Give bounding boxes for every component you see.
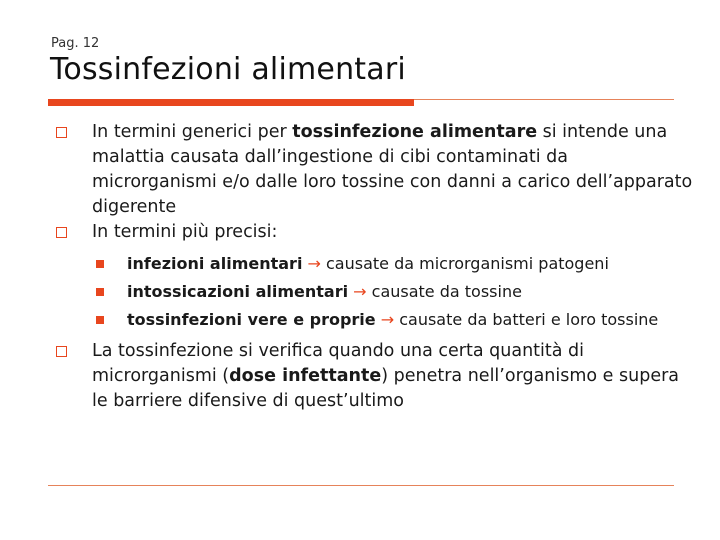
sub-bullet-tossinfezioni xyxy=(54,309,694,331)
page-number: Pag. 12 xyxy=(51,36,100,51)
filled-square-bullet-icon xyxy=(96,288,104,296)
slide-content xyxy=(54,120,694,414)
hollow-square-bullet-icon xyxy=(56,346,67,357)
bullet-text-bold: tossinfezione alimentare xyxy=(292,122,538,142)
hollow-square-bullet-icon xyxy=(56,127,67,138)
filled-square-bullet-icon xyxy=(96,260,104,268)
sub-bullet-term: infezioni alimentari xyxy=(127,254,303,273)
arrow-right-icon: → xyxy=(307,254,321,273)
sub-bullet-infezioni xyxy=(54,253,694,275)
bullet-text-pre: La tossinfezione si verifica quando una certa quantità di microrganismi ( xyxy=(92,341,584,386)
bullet-text-pre: In termini generici per xyxy=(92,122,293,142)
sub-bullet-desc: causate da batteri e loro tossine xyxy=(394,310,659,329)
sub-bullet-intossicazioni xyxy=(54,281,694,303)
bullet-dose-infettante xyxy=(54,339,694,414)
bullet-text: In termini più precisi: xyxy=(92,222,278,242)
sub-bullet-term: intossicazioni alimentari xyxy=(127,282,349,301)
bullet-definition xyxy=(54,120,694,220)
bullet-more-precise xyxy=(54,220,694,245)
hollow-square-bullet-icon xyxy=(56,227,67,238)
arrow-right-icon: → xyxy=(353,282,367,301)
slide-title: Tossinfezioni alimentari xyxy=(50,52,406,87)
sub-bullet-desc: causate da microrganismi patogeni xyxy=(320,254,609,273)
footer-divider xyxy=(48,485,674,486)
arrow-right-icon: → xyxy=(380,310,395,329)
filled-square-bullet-icon xyxy=(96,316,104,324)
bullet-text-post: ) penetra nell’organismo e supera le barriere difensive di quest’ultimo xyxy=(92,366,680,411)
sub-bullet-term: tossinfezioni vere e proprie xyxy=(127,310,376,329)
title-accent-bar xyxy=(48,99,414,106)
bullet-text-post: si intende una malattia causata dall’ingestione di cibi contaminati da microrganismi e/o dalle loro tossine con danni a carico dell’apparato digerente xyxy=(92,122,693,217)
bullet-text-bold: dose infettante xyxy=(229,366,382,386)
sub-bullet-desc: causate da tossine xyxy=(366,282,522,301)
